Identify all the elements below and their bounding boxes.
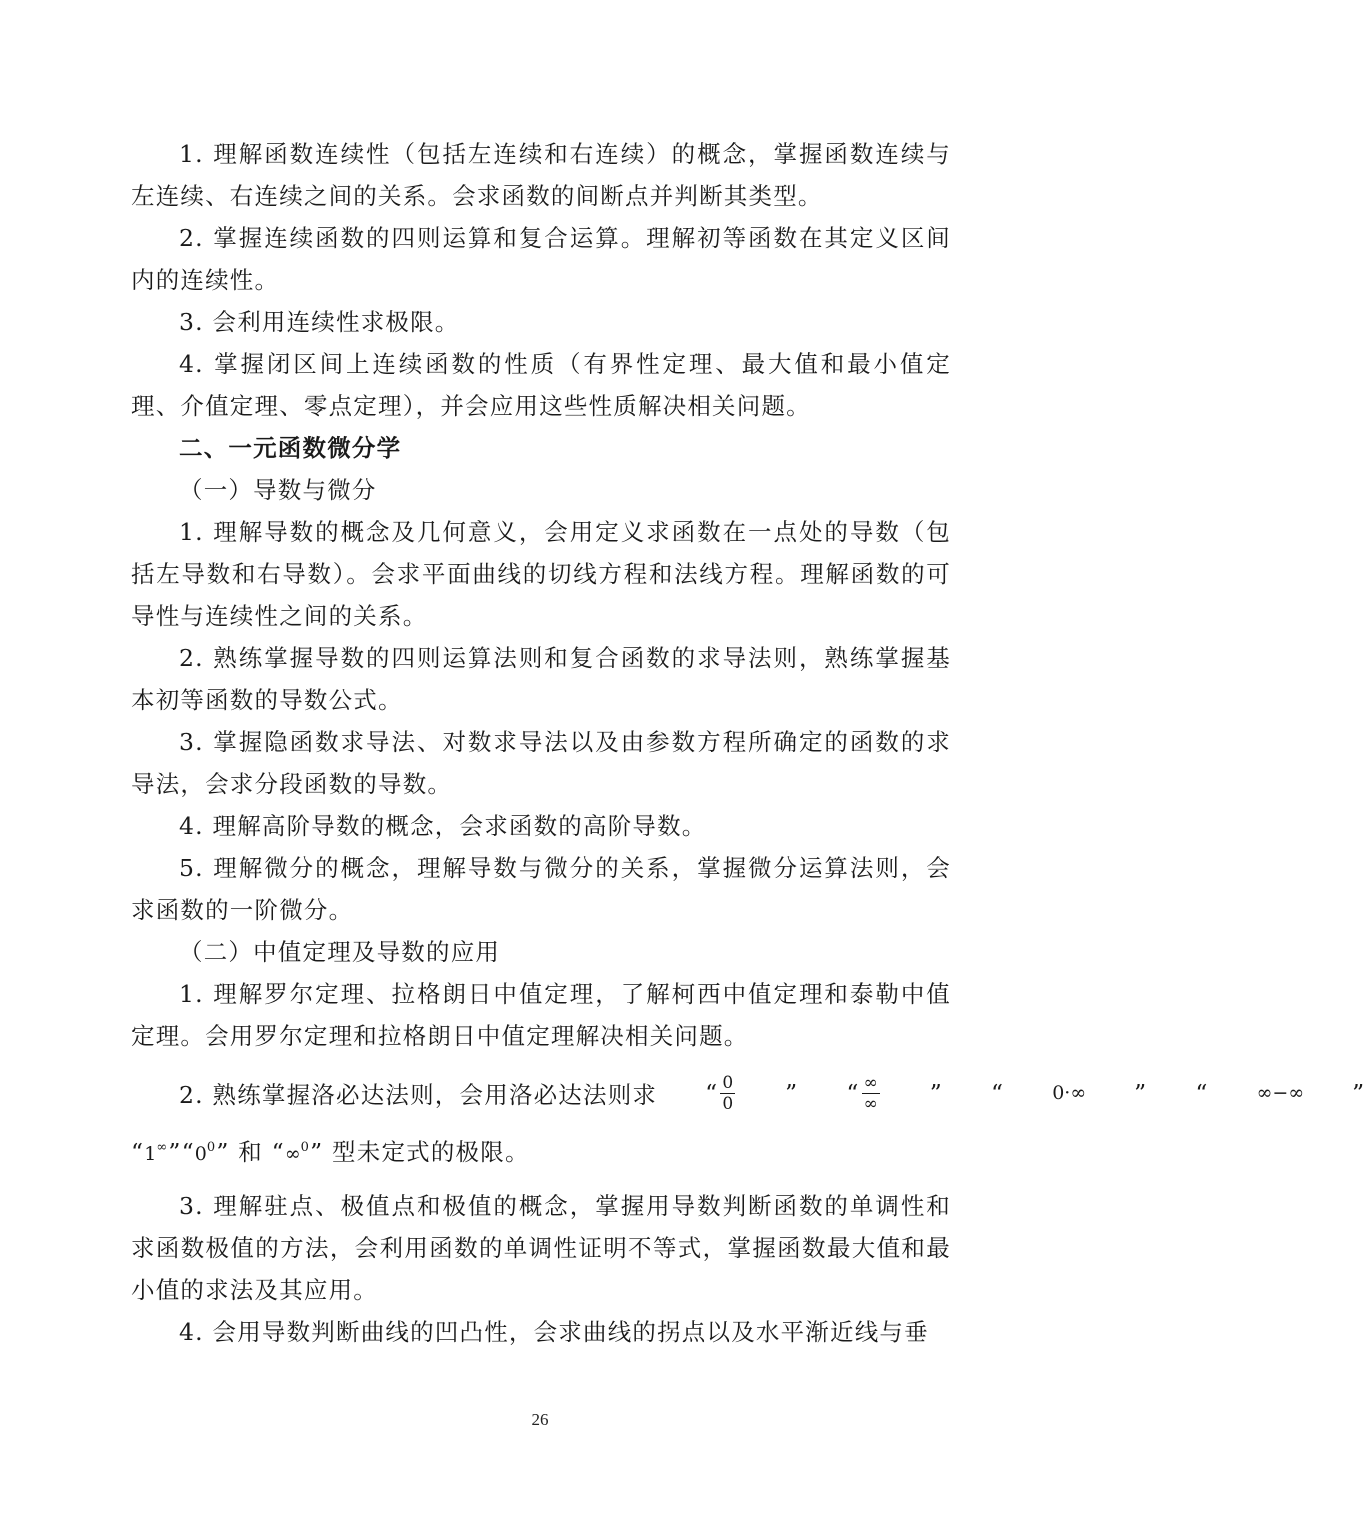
fraction-denominator: ∞ [863, 1093, 878, 1114]
paragraph-continuity-concept: 1. 理解函数连续性（包括左连续和右连续）的概念，掌握函数连续与左连续、右连续之间的关系。会求函数的间断点并判断其类型。 [131, 140, 951, 210]
sub-heading-mean-value-theorem: （二）中值定理及导数的应用 [179, 938, 501, 966]
list-item-concavity-asymptote: 4. 会用导数判断曲线的凹凸性，会求曲线的拐点以及水平渐近线与垂 [179, 1318, 929, 1346]
form-zero-exponent: 0 [206, 1140, 217, 1156]
fraction-zero-over-zero [720, 1073, 735, 1114]
list-item-rolle-lagrange: 1. 理解罗尔定理、拉格朗日中值定理，了解柯西中值定理和泰勒中值定理。会用罗尔定理和拉格朗日中值定理解决相关问题。 [131, 980, 951, 1050]
fraction-denominator: 0 [722, 1093, 734, 1114]
list-item-derivative-rules: 2. 熟练掌握导数的四则运算法则和复合函数的求导法则，熟练掌握基本初等函数的导数公式。 [131, 644, 951, 714]
quote-open: “ [846, 1079, 860, 1107]
form-zero-base: 0 [194, 1143, 207, 1165]
sub-heading-derivative-differential: （一）导数与微分 [179, 476, 377, 504]
section-heading-differential-calculus: 二、一元函数微分学 [179, 434, 402, 462]
quote-close: ” [1134, 1079, 1148, 1107]
quote-open: “ [1195, 1079, 1209, 1107]
quote-close: ” [216, 1138, 230, 1166]
form-one-exponent: ∞ [156, 1140, 169, 1156]
quote-close: ” [168, 1138, 182, 1166]
quote-open: “ [990, 1079, 1005, 1107]
lhopital-suffix: 型未定式的极限。 [332, 1138, 530, 1166]
paragraph-closed-interval-properties: 4. 掌握闭区间上连续函数的性质（有界性定理、最大值和最小值定理、介值定理、零点定理），并会应用这些性质解决相关问题。 [131, 350, 951, 420]
page-content [131, 133, 1365, 1353]
quote-close: ” [929, 1079, 943, 1107]
quote-open: “ [181, 1138, 195, 1166]
fraction-numerator: 0 [722, 1072, 734, 1093]
quote-close: ” [1352, 1079, 1365, 1107]
form-inf-minus-inf: ∞−∞ [1256, 1082, 1305, 1104]
list-item-derivative-concept: 1. 理解导数的概念及几何意义，会用定义求函数在一点处的导数（包括左导数和右导数）。会求平面曲线的切线方程和法线方程。理解函数的可导性与连续性之间的关系。 [131, 518, 951, 630]
fraction-inf-over-inf [862, 1073, 880, 1114]
form-zero-times-inf: 0·∞ [1052, 1082, 1087, 1104]
lhopital-forms-continuation [131, 1129, 951, 1185]
lhopital-forms-line [131, 1057, 1365, 1129]
paragraph-limit-by-continuity: 3. 会利用连续性求极限。 [179, 308, 460, 336]
form-inf-base: ∞ [284, 1143, 301, 1165]
form-inf-exponent: 0 [300, 1140, 311, 1156]
quote-close: ” [310, 1138, 324, 1166]
list-item-higher-order: 4. 理解高阶导数的概念，会求函数的高阶导数。 [179, 812, 707, 840]
page-number: 26 [531, 1410, 549, 1429]
list-item-differential: 5. 理解微分的概念，理解导数与微分的关系，掌握微分运算法则，会求函数的一阶微分。 [131, 854, 951, 924]
list-item-implicit-derivative: 3. 掌握隐函数求导法、对数求导法以及由参数方程所确定的函数的求导法，会求分段函数的导数。 [131, 728, 951, 798]
quote-open: “ [705, 1079, 719, 1107]
fraction-numerator: ∞ [863, 1072, 878, 1093]
quote-close: ” [785, 1079, 799, 1107]
quote-open: “ [271, 1138, 285, 1166]
lhopital-prefix: 2. 熟练掌握洛必达法则，会用洛必达法则求 [179, 1081, 658, 1109]
form-one-base: 1 [144, 1143, 157, 1165]
paragraph-continuous-operations: 2. 掌握连续函数的四则运算和复合运算。理解初等函数在其定义区间内的连续性。 [131, 224, 951, 294]
list-item-extremum-monotonicity: 3. 理解驻点、极值点和极值的概念，掌握用导数判断函数的单调性和求函数极值的方法，会利用函数的单调性证明不等式，掌握函数最大值和最小值的求法及其应用。 [131, 1192, 951, 1304]
conjunction-and: 和 [238, 1138, 263, 1166]
quote-open: “ [131, 1138, 145, 1166]
